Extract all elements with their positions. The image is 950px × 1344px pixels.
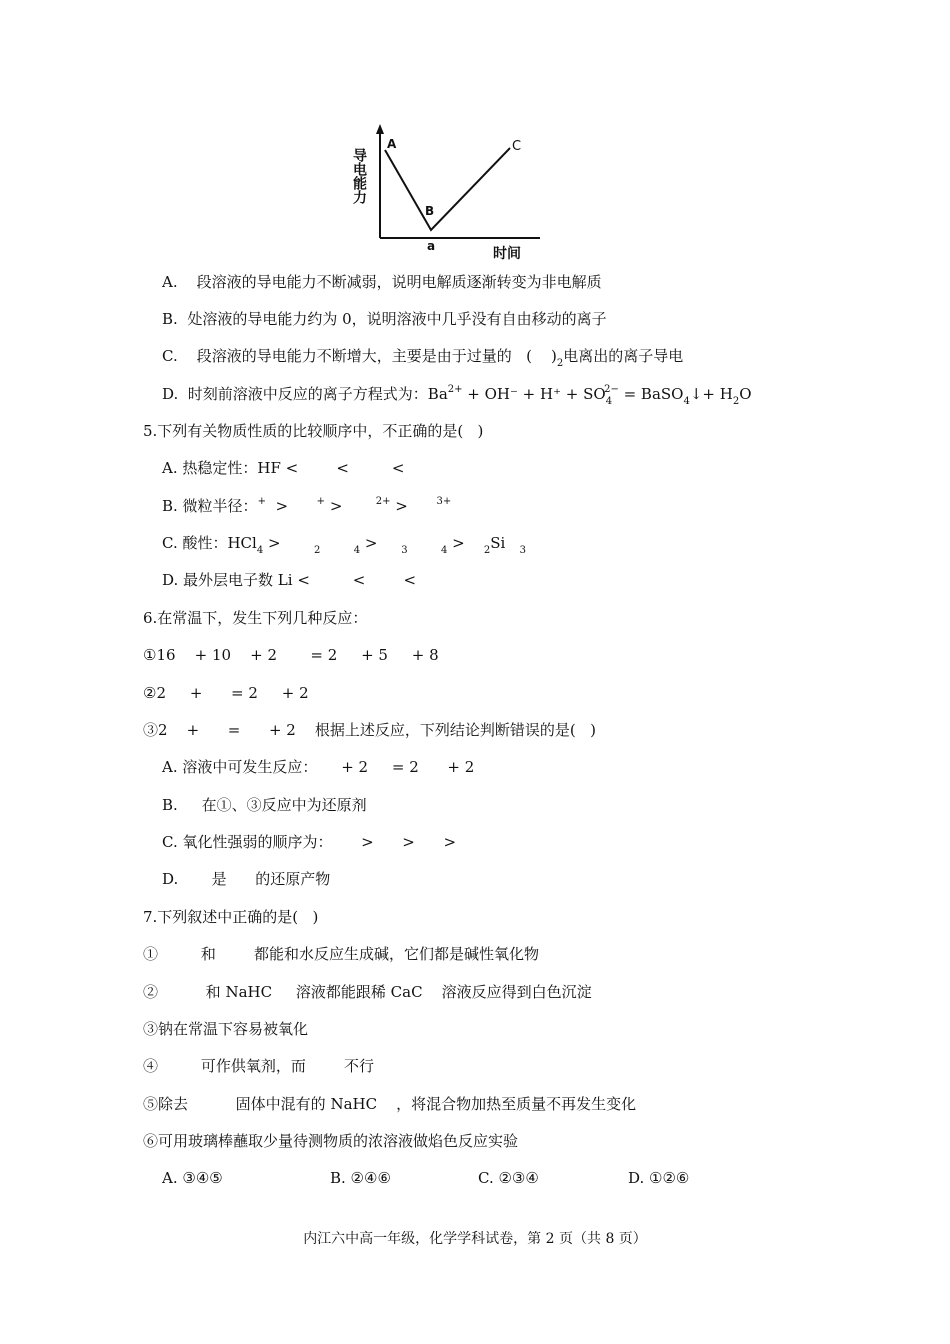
conductivity-graph (345, 118, 545, 266)
q6-reaction-2: ②2 + = 2 + 2 (143, 684, 309, 702)
q6-option-a: A. 溶液中可发生反应： + 2 = 2 + 2 (162, 758, 475, 776)
point-b-label: B (425, 204, 435, 218)
q5-option-b: B. 微粒半径：+ > + > $^{2+}$ > $^{3+}$ (162, 496, 452, 515)
point-a-label: A (387, 137, 397, 151)
q6-option-c: C. 氧化性强弱的顺序为： > > > (162, 833, 457, 851)
y-axis-arrow (376, 124, 384, 134)
q7-choice-c: C. ②③④ (478, 1169, 539, 1187)
q7-statement-1: ① 和 都能和水反应生成碱，它们都是碱性氧化物 (143, 945, 540, 963)
q4-option-c: C. 段溶液的导电能力不断增大，主要是由于过量的 ( )$_2$电离出的离子导电 (162, 347, 684, 369)
q7-statement-3: ③钠在常温下容易被氧化 (143, 1020, 309, 1038)
tick-a-label: a (427, 239, 436, 253)
q6-reaction-1: ①16 + 10 + 2 = 2 + 5 + 8 (143, 646, 439, 664)
q5-option-a: A. 热稳定性：HF < < < (162, 459, 405, 477)
q5-option-c: C. 酸性：HCl$_4$ > $_2$ $_4$ > $_3$ $_4$ > $_2$Si $_3$ (162, 534, 526, 556)
q5-option-d: D. 最外层电子数 Li < < < (162, 571, 417, 589)
conductivity-curve (385, 148, 510, 230)
q4-option-a: A. 段溶液的导电能力不断减弱，说明电解质逐渐转变为非电解质 (162, 273, 602, 291)
q4-option-d: D. 时刻前溶液中反应的离子方程式为：$Ba^{2+} + OH^- + H^+ + SO_4^{2-}$ = BaSO$_4$↓+ $H_2O$ (162, 384, 752, 407)
q4-option-b: B. 处溶液的导电能力约为 0，说明溶液中几乎没有自由移动的离子 (162, 310, 607, 328)
q7-choice-a: A. ③④⑤ (162, 1169, 223, 1187)
q5-stem: 5.下列有关物质性质的比较顺序中，不正确的是( ) (143, 422, 484, 440)
x-axis-label: 时间 (493, 246, 521, 262)
q6-stem: 6.在常温下，发生下列几种反应： (143, 609, 368, 627)
point-c-label: C (512, 139, 522, 154)
q7-statement-6: ⑥可用玻璃棒蘸取少量待测物质的浓溶液做焰色反应实验 (143, 1132, 519, 1150)
q7-statement-2: ② 和 NaHC 溶液都能跟稀 CaC 溶液反应得到白色沉淀 (143, 983, 592, 1001)
q7-choice-d: D. ①②⑥ (628, 1169, 690, 1187)
q7-choice-b: B. ②④⑥ (330, 1169, 391, 1187)
q6-option-d: D. 是 的还原产物 (162, 870, 331, 888)
q6-option-b: B. 在①、③反应中为还原剂 (162, 796, 367, 814)
page-footer: 内江六中高一年级，化学学科试卷，第 2 页（共 8 页） (303, 1231, 647, 1247)
q7-statement-4: ④ 可作供氧剂，而 不行 (143, 1057, 375, 1075)
q7-statement-5: ⑤除去 固体中混有的 NaHC ，将混合物加热至质量不再发生变化 (143, 1095, 637, 1113)
y-axis-label: 导电能力 (351, 148, 367, 204)
q7-stem: 7.下列叙述中正确的是( ) (143, 908, 319, 926)
q6-reaction-3: ③2 + = + 2 根据上述反应，下列结论判断错误的是( ) (143, 721, 596, 739)
